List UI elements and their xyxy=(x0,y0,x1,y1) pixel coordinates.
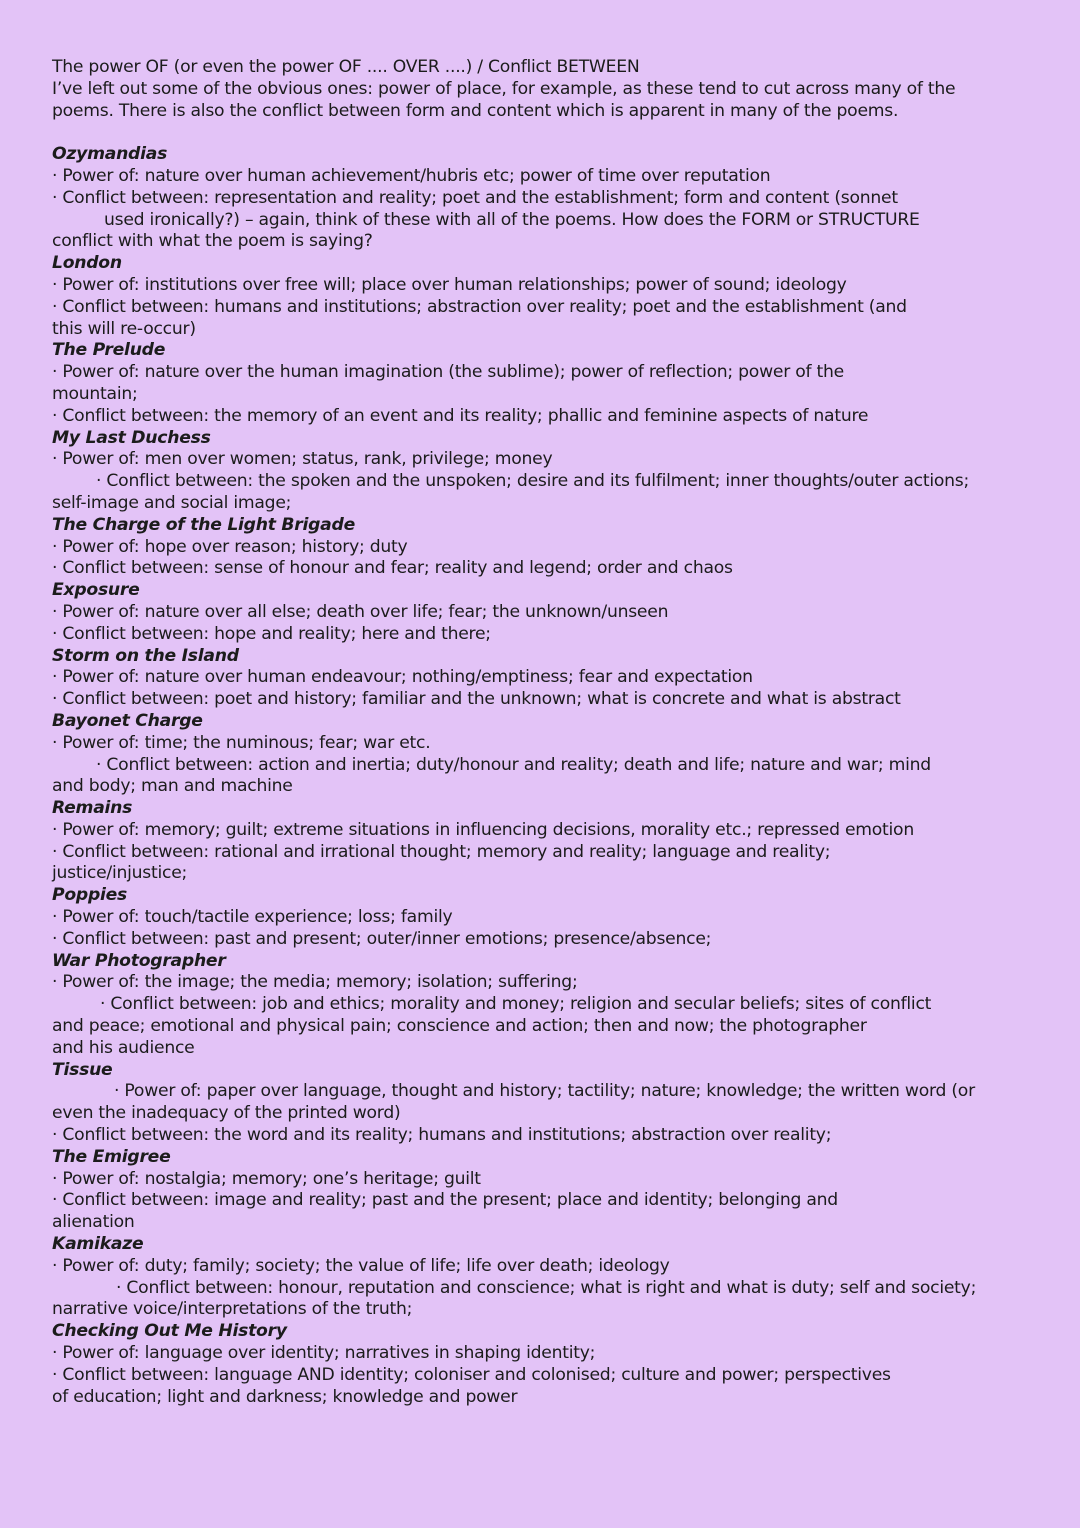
poem-line: justice/injustice; xyxy=(52,863,188,884)
poem-line: even the inadequacy of the printed word) xyxy=(52,1103,401,1124)
poem-line: · Power of: language over identity; narratives in shaping identity; xyxy=(52,1343,596,1364)
poem-line: · Power of: nostalgia; memory; one’s heritage; guilt xyxy=(52,1168,481,1189)
poem-line: self-image and social image; xyxy=(52,492,292,513)
poem-line: · Conflict between: language AND identity; coloniser and colonised; culture and power; perspectives xyxy=(52,1364,891,1385)
poem-title: Remains xyxy=(52,798,133,819)
poem-title: Bayonet Charge xyxy=(52,710,203,731)
poem-line: · Conflict between: action and inertia; duty/honour and reality; death and life; nature and war; mind xyxy=(96,754,931,775)
poem-line: · Conflict between: hope and reality; here and there; xyxy=(52,623,491,644)
poem-line: and peace; emotional and physical pain; conscience and action; then and now; the photographer xyxy=(52,1016,867,1037)
poem-title: Tissue xyxy=(52,1059,113,1080)
poem-line: · Power of: touch/tactile experience; loss; family xyxy=(52,907,453,928)
poem-line: · Power of: nature over human endeavour; nothing/emptiness; fear and expectation xyxy=(52,667,753,688)
poem-line: · Power of: nature over human achievement/hubris etc; power of time over reputation xyxy=(52,165,771,186)
poem-line: · Power of: the image; the media; memory; isolation; suffering; xyxy=(52,972,578,993)
poem-title: The Emigree xyxy=(52,1146,171,1167)
poem-title: Poppies xyxy=(52,885,128,906)
poem-line: · Conflict between: poet and history; familiar and the unknown; what is concrete and what is abstract xyxy=(52,689,901,710)
poem-line: · Conflict between: past and present; outer/inner emotions; presence/absence; xyxy=(52,928,712,949)
poem-line: · Conflict between: image and reality; past and the present; place and identity; belonging and xyxy=(52,1190,838,1211)
poem-line: used ironically?) – again, think of these with all of the poems. How does the FORM or STRUCTURE xyxy=(104,209,920,230)
poem-line: and body; man and machine xyxy=(52,776,293,797)
poem-line: alienation xyxy=(52,1212,135,1233)
poem-title: Kamikaze xyxy=(52,1234,144,1255)
poem-line: · Power of: paper over language, thought and history; tactility; nature; knowledge; the written word (or xyxy=(114,1081,975,1102)
poem-line: this will re-occur) xyxy=(52,318,196,339)
poem-title: The Charge of the Light Brigade xyxy=(52,514,355,535)
poem-line: conflict with what the poem is saying? xyxy=(52,231,373,252)
poem-line: · Conflict between: representation and reality; poet and the establishment; form and content (sonnet xyxy=(52,187,898,208)
page-heading: The power OF (or even the power OF .... OVER ....) / Conflict BETWEEN xyxy=(52,57,640,77)
poem-line: · Power of: men over women; status, rank, privilege; money xyxy=(52,449,553,470)
poem-line: mountain; xyxy=(52,383,138,404)
poem-title: Storm on the Island xyxy=(52,645,239,666)
poem-title: War Photographer xyxy=(52,950,226,971)
document xyxy=(52,57,1042,1408)
poem-title: My Last Duchess xyxy=(52,427,211,448)
poem-title: Exposure xyxy=(52,580,140,601)
poem-line: · Conflict between: the spoken and the unspoken; desire and its fulfilment; inner thoughts/outer actions; xyxy=(96,471,970,492)
poem-line: · Power of: time; the numinous; fear; war etc. xyxy=(52,732,431,753)
poem-line: · Power of: institutions over free will; place over human relationships; power of sound; ideology xyxy=(52,274,847,295)
poem-line: · Conflict between: the memory of an event and its reality; phallic and feminine aspects of nature xyxy=(52,405,869,426)
poem-line: · Conflict between: honour, reputation and conscience; what is right and what is duty; self and society; xyxy=(116,1277,977,1298)
poem-line: · Conflict between: rational and irrational thought; memory and reality; language and reality; xyxy=(52,841,831,862)
poem-line: · Conflict between: job and ethics; morality and money; religion and secular beliefs; sites of conflict xyxy=(100,994,932,1015)
poem-line: · Conflict between: humans and institutions; abstraction over reality; poet and the establishment (and xyxy=(52,296,907,317)
poem-line: · Power of: nature over all else; death over life; fear; the unknown/unseen xyxy=(52,601,669,622)
poem-line: and his audience xyxy=(52,1037,195,1058)
poem-line: · Power of: hope over reason; history; duty xyxy=(52,536,408,557)
poem-title: The Prelude xyxy=(52,340,166,361)
spacer xyxy=(52,122,1042,144)
poem-title: Ozymandias xyxy=(52,144,168,165)
poem-line: narrative voice/interpretations of the truth; xyxy=(52,1299,413,1320)
poem-line: · Conflict between: sense of honour and fear; reality and legend; order and chaos xyxy=(52,558,733,579)
intro-line: I’ve left out some of the obvious ones: power of place, for example, as these tend to cut across many of the xyxy=(52,78,956,99)
poem-line: · Power of: nature over the human imagination (the sublime); power of reflection; power of the xyxy=(52,362,844,383)
poem-title: London xyxy=(52,253,122,274)
intro-line: poems. There is also the conflict between form and content which is apparent in many of the poems. xyxy=(52,100,899,121)
poem-line: · Power of: duty; family; society; the value of life; life over death; ideology xyxy=(52,1255,670,1276)
poem-line: of education; light and darkness; knowledge and power xyxy=(52,1386,518,1407)
poem-line: · Power of: memory; guilt; extreme situations in influencing decisions, morality etc.; repressed emotion xyxy=(52,819,914,840)
poem-line: · Conflict between: the word and its reality; humans and institutions; abstraction over reality; xyxy=(52,1125,832,1146)
poem-title: Checking Out Me History xyxy=(52,1321,287,1342)
